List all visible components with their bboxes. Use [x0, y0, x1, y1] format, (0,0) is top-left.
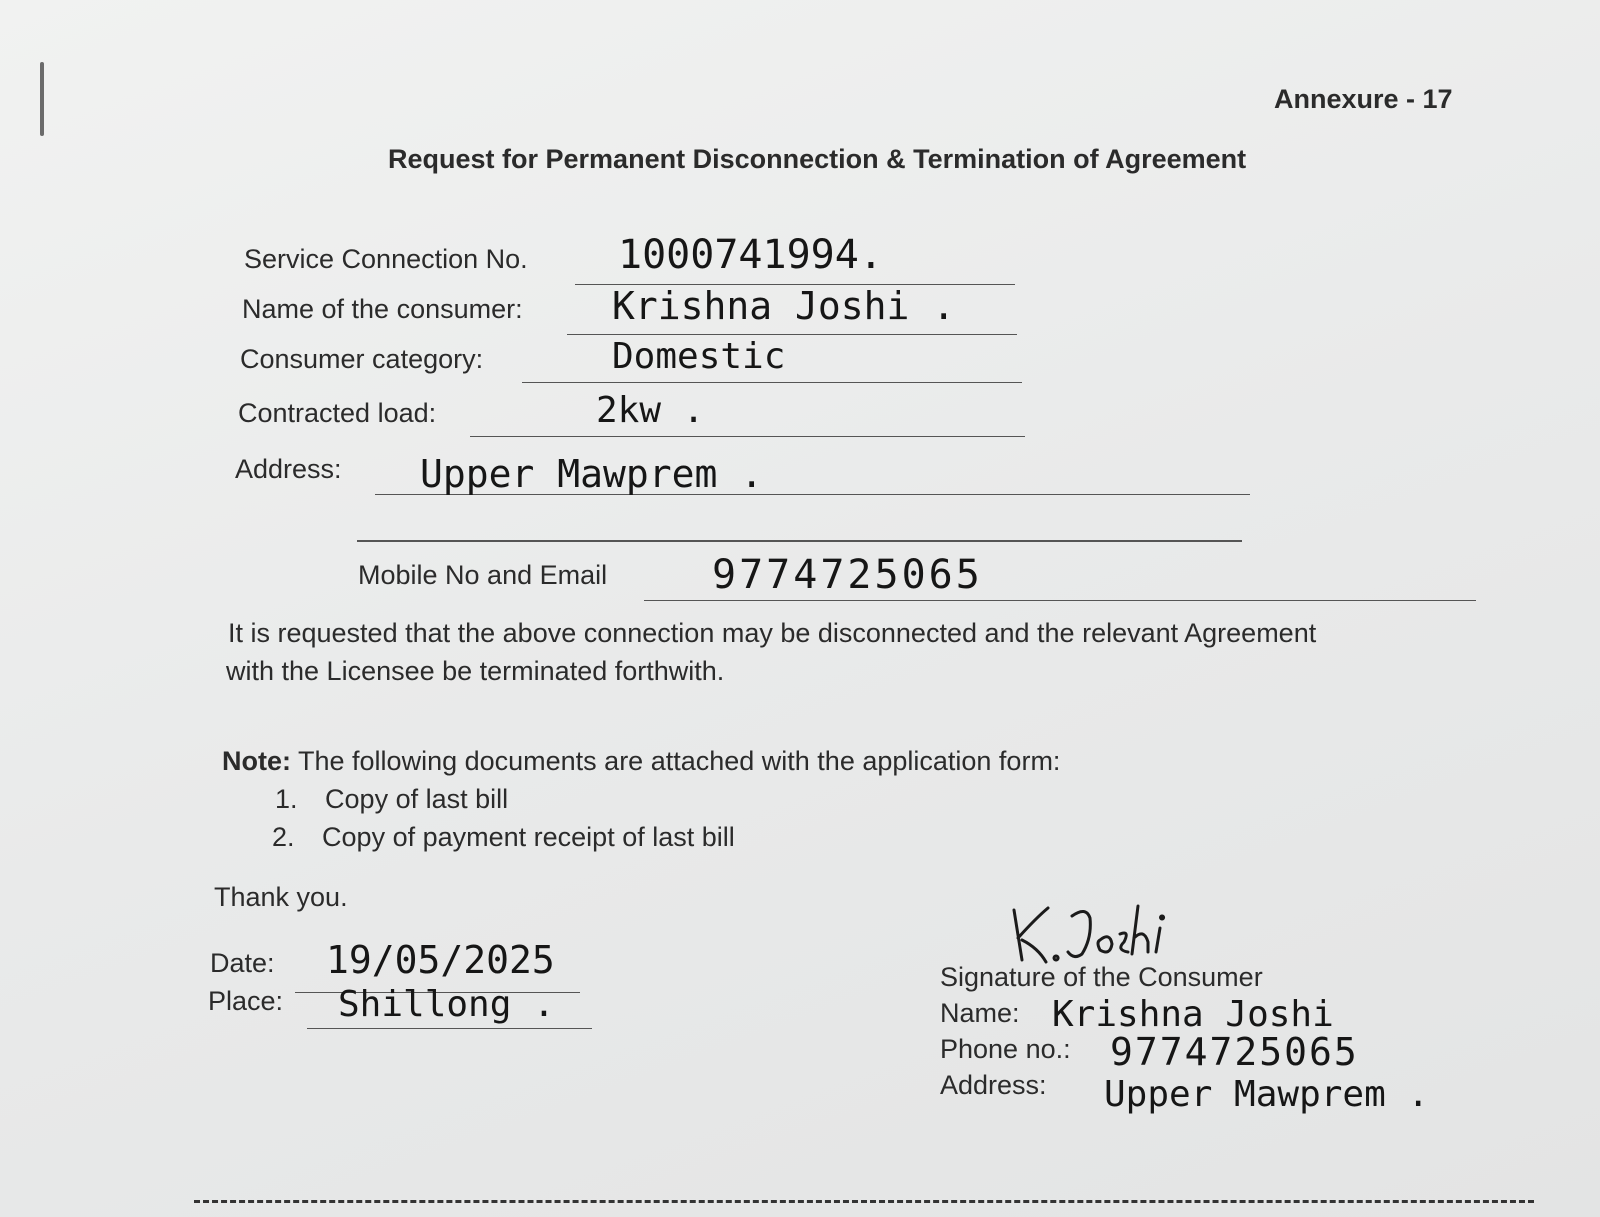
document-item-1	[275, 784, 508, 815]
consumer-category-label: Consumer category:	[240, 344, 484, 374]
address-line-2	[357, 540, 1242, 542]
signature-label: Signature of the Consumer	[940, 962, 1263, 992]
place-line	[307, 1028, 592, 1029]
document-number: 1.	[275, 784, 298, 814]
mobile-email-label: Mobile No and Email	[358, 560, 608, 590]
note-line	[222, 746, 1060, 777]
service-connection-label: Service Connection No.	[244, 244, 528, 274]
place-label: Place:	[208, 986, 284, 1016]
signer-name-value: Krishna Joshi	[1052, 994, 1334, 1035]
consumer-name-value: Krishna Joshi .	[612, 284, 956, 328]
note-text: The following documents are attached with the application form:	[298, 746, 1061, 776]
margin-mark	[40, 62, 44, 136]
thank-you-text: Thank you.	[214, 882, 348, 912]
mobile-email-line	[644, 600, 1476, 601]
consumer-name-line	[567, 334, 1017, 335]
request-text-line1: It is requested that the above connection may be disconnected and the relevant Agreement	[228, 618, 1317, 648]
request-text-line2: with the Licensee be terminated forthwith.	[226, 656, 725, 686]
service-connection-value: 1000741994.	[618, 232, 883, 278]
signer-name-label: Name:	[940, 998, 1020, 1028]
document-text: Copy of last bill	[325, 784, 509, 814]
place-value: Shillong .	[338, 984, 555, 1025]
bottom-cut-line	[194, 1200, 1534, 1203]
consumer-category-line	[522, 382, 1022, 383]
document-number: 2.	[272, 822, 295, 852]
note-label: Note:	[222, 746, 291, 776]
document-item-2	[272, 822, 735, 853]
consumer-signature	[1008, 898, 1198, 968]
date-label: Date:	[210, 948, 275, 978]
address-value: Upper Mawprem .	[420, 452, 764, 496]
annexure-label: Annexure - 17	[1274, 84, 1453, 114]
form-title: Request for Permanent Disconnection & Termination of Agreement	[388, 144, 1247, 174]
signature-graphic	[1008, 898, 1198, 968]
signer-address-label: Address:	[940, 1070, 1047, 1100]
signer-address-value: Upper Mawprem .	[1104, 1074, 1430, 1115]
contracted-load-value: 2kw .	[596, 390, 705, 431]
signer-phone-label: Phone no.:	[940, 1034, 1071, 1064]
address-label: Address:	[235, 454, 342, 484]
consumer-name-label: Name of the consumer:	[242, 294, 523, 324]
signer-phone-value: 9774725065	[1110, 1030, 1359, 1074]
mobile-email-value: 9774725065	[712, 552, 983, 598]
document-text: Copy of payment receipt of last bill	[322, 822, 735, 852]
consumer-category-value: Domestic	[612, 336, 786, 377]
contracted-load-label: Contracted load:	[238, 398, 437, 428]
contracted-load-line	[470, 436, 1025, 437]
date-value: 19/05/2025	[326, 938, 555, 982]
